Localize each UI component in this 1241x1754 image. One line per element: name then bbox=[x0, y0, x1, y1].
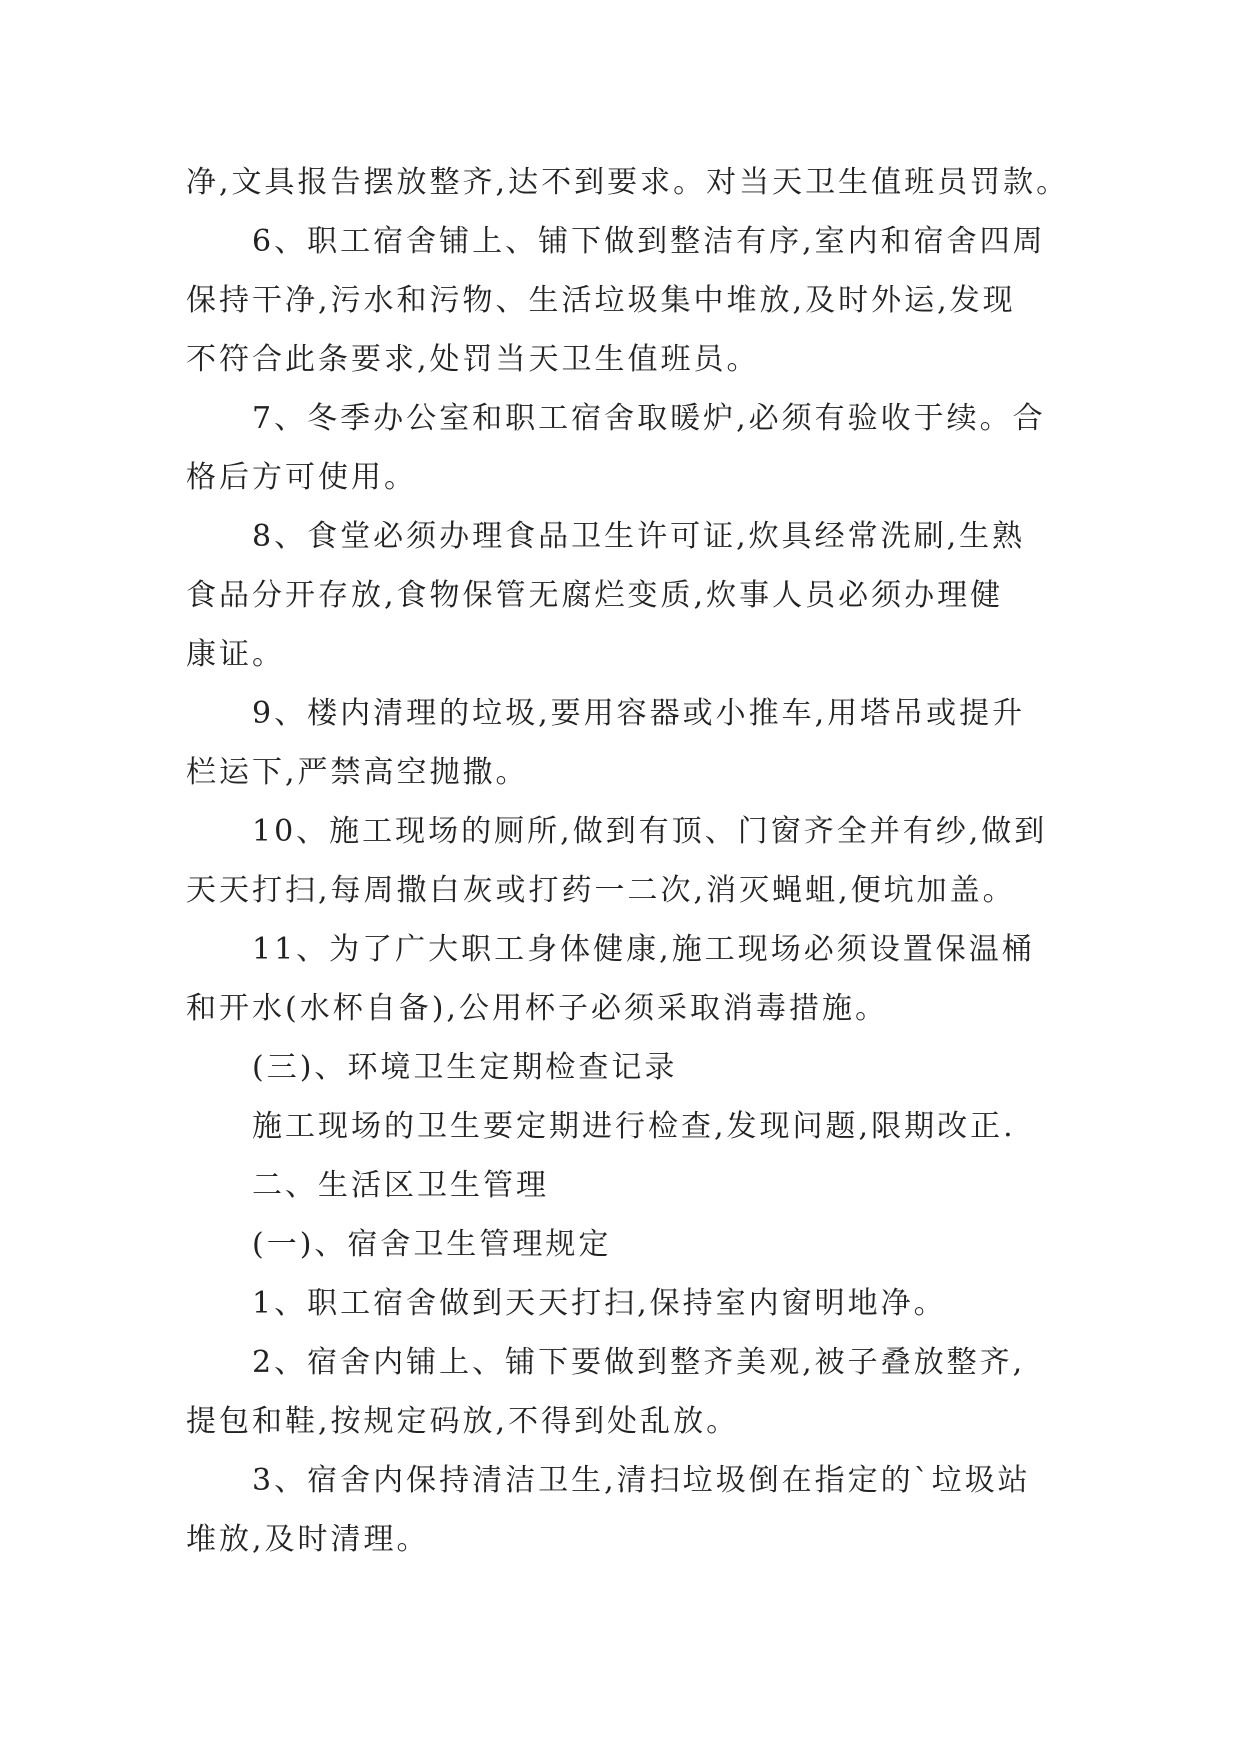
text-line: 11、为了广大职工身体健康,施工现场必须设置保温桶 bbox=[252, 932, 1035, 967]
text-line: 7、冬季办公室和职工宿舍取暖炉,必须有验收于续。合 bbox=[252, 401, 1046, 436]
text-line: 9、楼内清理的垃圾,要用容器或小推车,用塔吊或提升 bbox=[252, 696, 1026, 731]
section-heading: 二、生活区卫生管理 bbox=[252, 1168, 549, 1203]
text-line: 施工现场的卫生要定期进行检查,发现问题,限期改正. bbox=[252, 1109, 1016, 1144]
section-heading: (三)、环境卫生定期检查记录 bbox=[252, 1050, 678, 1085]
document-body bbox=[186, 153, 1086, 1569]
text-line: 3、宿舍内保持清洁卫生,清扫垃圾倒在指定的`垃圾站 bbox=[252, 1463, 1031, 1498]
text-line: 不符合此条要求,处罚当天卫生值班员。 bbox=[186, 342, 760, 377]
section-heading: (一)、宿舍卫生管理规定 bbox=[252, 1227, 612, 1262]
text-line: 食品分开存放,食物保管无腐烂变质,炊事人员必须办理健 bbox=[186, 578, 1004, 613]
text-line: 8、食堂必须办理食品卫生许可证,炊具经常洗刷,生熟 bbox=[252, 519, 1026, 554]
text-line: 10、施工现场的厕所,做到有顶、门窗齐全并有纱,做到 bbox=[252, 814, 1048, 849]
text-line: 格后方可使用。 bbox=[186, 460, 417, 495]
text-line: 保持干净,污水和污物、生活垃圾集中堆放,及时外运,发现 bbox=[186, 283, 1016, 318]
text-line: 康证。 bbox=[186, 637, 285, 672]
text-line: 1、职工宿舍做到天天打扫,保持室内窗明地净。 bbox=[252, 1286, 947, 1321]
text-line: 天天打扫,每周撒白灰或打药一二次,消灭蝇蛆,便坑加盖。 bbox=[186, 873, 1016, 908]
text-line: 2、宿舍内铺上、铺下要做到整齐美观,被子叠放整齐, bbox=[252, 1345, 1026, 1380]
text-line: 和开水(水杯自备),公用杯子必须采取消毒措施。 bbox=[186, 991, 888, 1026]
text-line: 堆放,及时清理。 bbox=[186, 1522, 430, 1557]
text-line: 栏运下,严禁高空抛撒。 bbox=[186, 755, 529, 790]
text-line: 提包和鞋,按规定码放,不得到处乱放。 bbox=[186, 1404, 740, 1439]
text-line: 净,文具报告摆放整齐,达不到要求。对当天卫生值班员罚款。 bbox=[186, 165, 1070, 200]
text-line: 6、职工宿舍铺上、铺下做到整洁有序,室内和宿舍四周 bbox=[252, 224, 1046, 259]
